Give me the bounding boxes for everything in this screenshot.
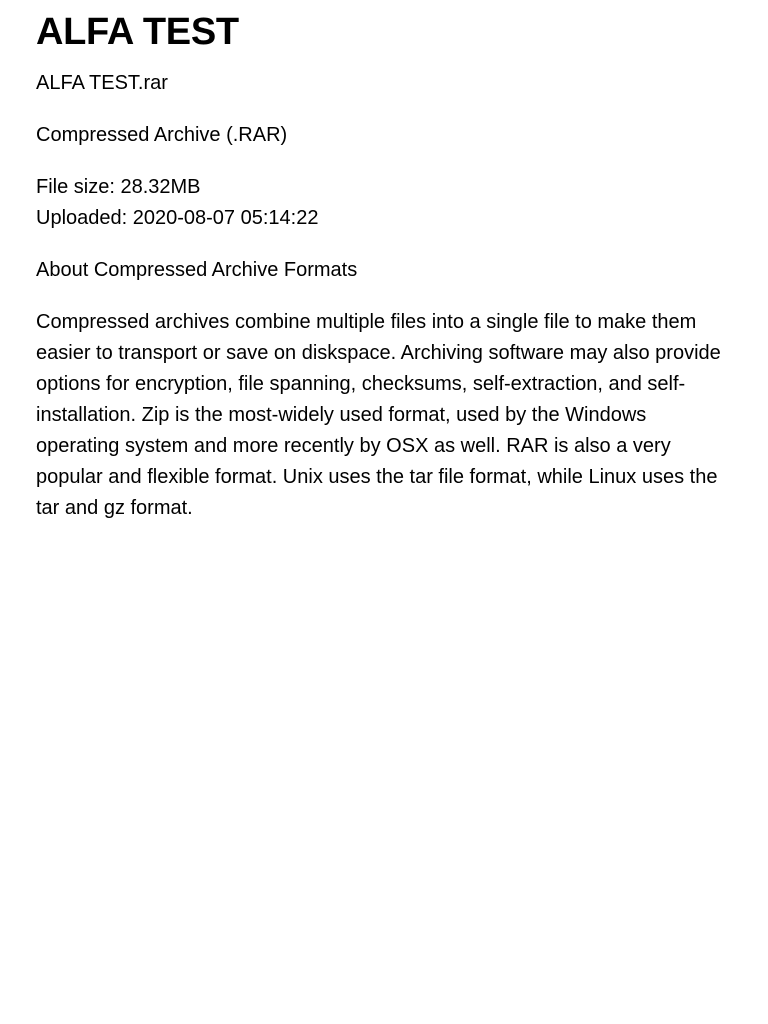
file-type: Compressed Archive (.RAR) (36, 124, 288, 146)
file-size: File size: 28.32MB (36, 176, 201, 198)
about-heading: About Compressed Archive Formats (36, 259, 358, 281)
file-metadata (36, 172, 732, 234)
about-text: Compressed archives combine multiple files into a single file to make them easier to transport or save on diskspace. Archiving software may also provide options for encryption, file spanning, checksums, self-extraction, and self-installation. Zip is the most-widely used format, used by the Windows operating system and more recently by OSX as well. RAR is also a very popular and flexible format. Unix uses the tar file format, while Linux uses the tar and gz format. (36, 311, 721, 519)
page-title: ALFA TEST (36, 11, 239, 53)
document-page (36, 8, 732, 524)
upload-date: Uploaded: 2020-08-07 05:14:22 (36, 207, 319, 229)
file-name: ALFA TEST.rar (36, 72, 168, 94)
